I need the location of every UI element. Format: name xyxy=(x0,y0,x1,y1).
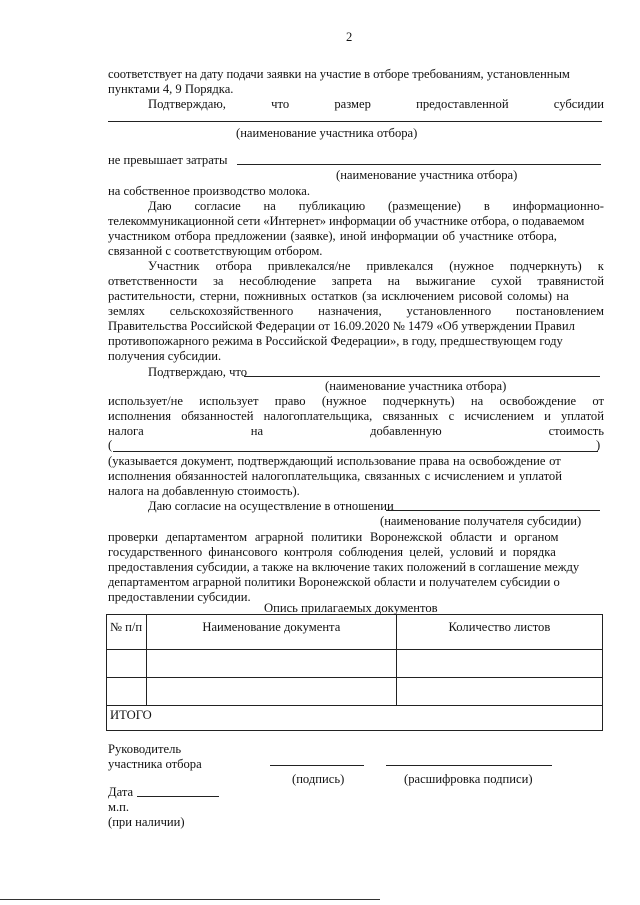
signature-decode-line[interactable] xyxy=(386,765,552,766)
p5-word: на xyxy=(387,274,400,288)
p7-line5: предоставлении субсидии. xyxy=(108,590,251,604)
p6-word: обязанностей xyxy=(181,409,254,423)
p3-lead: не превышает затраты xyxy=(108,153,228,167)
p5-word: запрета xyxy=(331,274,372,288)
seal-label: м.п. xyxy=(108,800,130,814)
p6-word: налога xyxy=(108,424,144,438)
p6-word: на xyxy=(250,424,264,438)
p6-word: с xyxy=(448,409,455,423)
paren-open: ( xyxy=(108,438,113,452)
p6-word: право xyxy=(274,394,306,408)
p6-word: освобождение xyxy=(499,394,577,408)
p5-line2 xyxy=(108,274,604,288)
p4-line3: участником отбора предложении (заявке), иной информации об участнике отбора, xyxy=(108,229,557,243)
table-cell[interactable] xyxy=(146,678,396,706)
header-number: № п/п xyxy=(107,615,147,650)
p5-line6: противопожарного режима в Российской Федерации», в году, предшествующем году xyxy=(108,334,563,348)
header-sheet-count: Количество листов xyxy=(396,615,602,650)
table-cell[interactable] xyxy=(107,678,147,706)
documents-table xyxy=(106,614,603,731)
p4-word: публикацию xyxy=(298,199,366,213)
p6-word: (нужное xyxy=(321,394,367,408)
p5-word: привлекался/не xyxy=(267,259,351,273)
p5-word: подчеркнуть) xyxy=(509,259,582,273)
table-total-row xyxy=(107,706,603,731)
p7-line1: проверки департаментом аграрной политики Воронежской области и органом xyxy=(108,530,559,544)
p6-word: на xyxy=(470,394,484,408)
p6-word: стоимость xyxy=(548,424,604,438)
signer-role-line2: участника отбора xyxy=(108,757,202,771)
signer-role-line1: Руководитель xyxy=(108,742,182,756)
p4-word: информационно- xyxy=(512,199,604,213)
p2-word: предоставленной xyxy=(416,97,509,111)
p4-word: (размещение) xyxy=(388,199,461,213)
p7-blank-line xyxy=(386,510,600,511)
page-bottom-rule xyxy=(0,899,380,900)
p5-word: (нужное xyxy=(449,259,494,273)
p6-word: использует xyxy=(199,394,259,408)
table-cell[interactable] xyxy=(396,678,602,706)
p6-caption: (наименование участника отбора) xyxy=(325,379,507,393)
p4-word: на xyxy=(263,199,276,213)
p5-word: установленного xyxy=(406,304,492,318)
p7-lead: Даю согласие на осуществление в отношении xyxy=(148,499,394,513)
p5-word: за xyxy=(212,274,224,288)
p3-caption: (наименование участника отбора) xyxy=(336,168,518,182)
p1-line2: пунктами 4, 9 Порядка. xyxy=(108,82,234,96)
p5-word: Участник xyxy=(148,259,200,273)
p2-line1 xyxy=(148,97,604,111)
p5-word: отбора xyxy=(215,259,252,273)
p4-line4: связанной с соответствующим отбором. xyxy=(108,244,323,258)
p3-line2: на собственное производство молока. xyxy=(108,184,310,198)
signature-line[interactable] xyxy=(270,765,364,766)
p7-line2: государственного финансового контроля соблюдения целей, условий и порядка xyxy=(108,545,556,559)
p6-word: исполнения xyxy=(108,409,172,423)
date-label: Дата xyxy=(108,785,134,799)
p5-line1 xyxy=(148,259,604,273)
p3-blank-line xyxy=(237,164,601,165)
seal-note: (при наличии) xyxy=(108,815,185,829)
p4-word: Даю xyxy=(148,199,172,213)
p5-word: травянистой xyxy=(537,274,604,288)
p5-word: сельскохозяйственного xyxy=(169,304,294,318)
p5-word: несоблюдение xyxy=(239,274,316,288)
p5-line3: растительности, стерни, пожнивных остатков (за исключением рисовой соломы) на xyxy=(108,289,569,303)
p5-word: выжигание xyxy=(415,274,476,288)
p6-blank-line xyxy=(244,376,600,377)
p2-caption: (наименование участника отбора) xyxy=(236,126,418,140)
p1-line1: соответствует на дату подачи заявки на участие в отборе требованиям, установленным xyxy=(108,67,570,81)
date-blank-line[interactable] xyxy=(137,796,219,797)
p5-line4 xyxy=(108,304,604,318)
p5-word: назначения, xyxy=(318,304,382,318)
p6-line5: (указывается документ, подтверждающий использование права на освобождение от xyxy=(108,454,561,468)
p4-line2: телекоммуникационной сети «Интернет» информации об участнике отбора, о подаваемом xyxy=(108,214,585,228)
p6-line1 xyxy=(108,394,604,408)
table-cell[interactable] xyxy=(396,650,602,678)
p5-word: землях xyxy=(108,304,145,318)
signature-caption: (подпись) xyxy=(292,772,345,786)
p5-word: сухой xyxy=(491,274,522,288)
p2-blank-line xyxy=(108,121,602,122)
p6-word: уплатой xyxy=(561,409,604,423)
p7-caption: (наименование получателя субсидии) xyxy=(380,514,582,528)
p7-line3: предоставления субсидии, а также на включение таких положений в соглашение между xyxy=(108,560,580,574)
p5-line7: получения субсидии. xyxy=(108,349,222,363)
p4-word: в xyxy=(483,199,490,213)
p5-line5: Правительства Российской Федерации от 16.09.2020 № 1479 «Об утверждении Правил xyxy=(108,319,575,333)
total-label: ИТОГО xyxy=(107,706,603,731)
table-cell[interactable] xyxy=(107,650,147,678)
table-header-row xyxy=(107,615,603,650)
p4-word: согласие xyxy=(194,199,241,213)
p6-document-blank-line xyxy=(113,451,598,452)
p6-word: подчеркнуть) xyxy=(382,394,455,408)
p2-word: что xyxy=(271,97,290,111)
p5-word: ответственности xyxy=(108,274,198,288)
paren-close: ) xyxy=(596,438,601,452)
p6-lead: Подтверждаю, что xyxy=(148,365,248,379)
p6-word: использует/не xyxy=(108,394,183,408)
signature-decode-caption: (расшифровка подписи) xyxy=(404,772,533,786)
p6-word: налогоплательщика, xyxy=(263,409,373,423)
p2-word: Подтверждаю, xyxy=(148,97,226,111)
p5-word: к xyxy=(597,259,604,273)
p6-word: и xyxy=(544,409,551,423)
p4-line1 xyxy=(148,199,604,213)
p5-word: постановлением xyxy=(516,304,604,318)
header-document-name: Наименование документа xyxy=(146,615,396,650)
p6-line7: налога на добавленную стоимость). xyxy=(108,484,300,498)
p5-word: привлекался xyxy=(366,259,434,273)
p6-word: исчислением xyxy=(464,409,534,423)
p6-word: связанных xyxy=(382,409,439,423)
p7-line4: департаментом аграрной политики Воронежской области и получателем субсидии о xyxy=(108,575,560,589)
p6-word: от xyxy=(592,394,604,408)
p2-word: размер xyxy=(334,97,371,111)
p6-line6: исполнения обязанностей налогоплательщика, связанных с исчислением и уплатой xyxy=(108,469,562,483)
p2-word: субсидии xyxy=(553,97,604,111)
p6-line2 xyxy=(108,409,604,423)
p6-word: добавленную xyxy=(370,424,442,438)
p6-line3 xyxy=(108,424,604,438)
page-number: 2 xyxy=(346,30,353,44)
table-cell[interactable] xyxy=(146,650,396,678)
table-title: Опись прилагаемых документов xyxy=(264,601,438,615)
table-row xyxy=(107,678,603,706)
table-row xyxy=(107,650,603,678)
